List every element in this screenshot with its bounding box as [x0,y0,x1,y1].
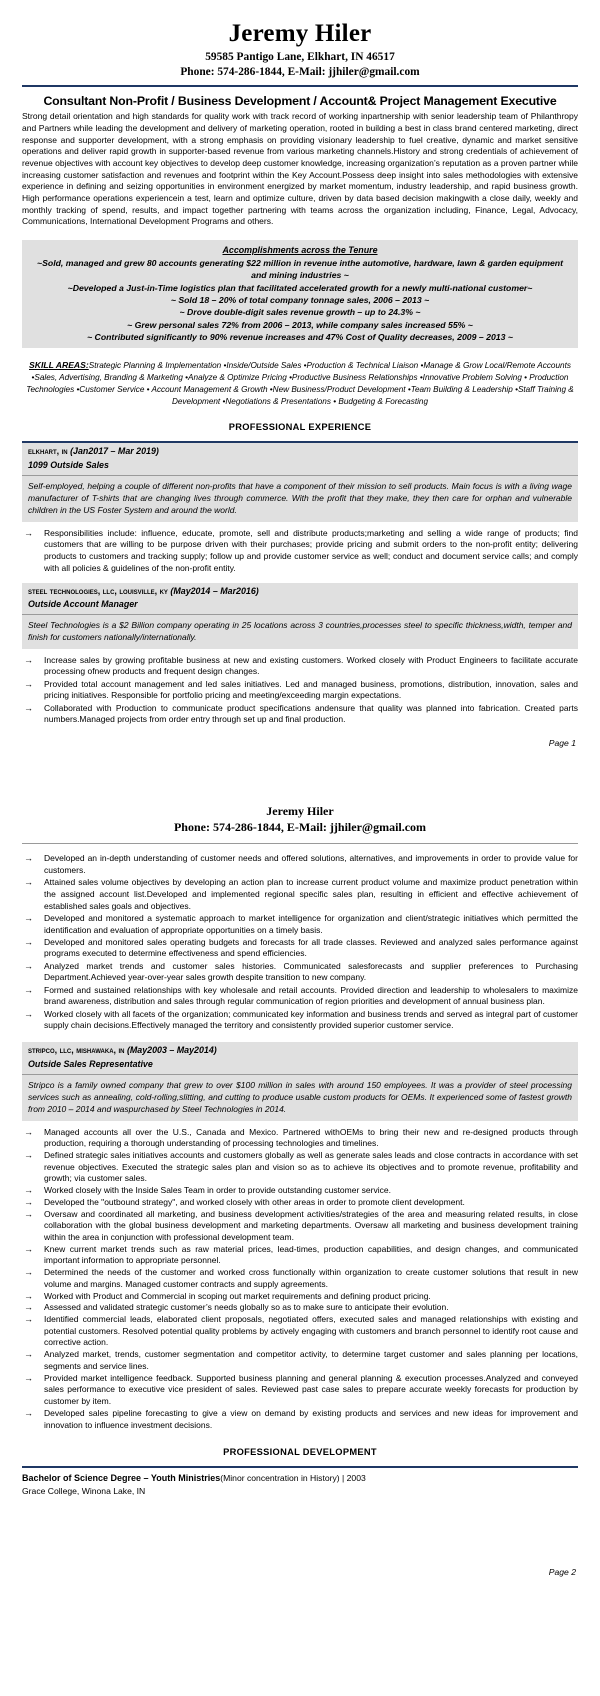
list-item [22,1314,578,1349]
arrow-icon: → [24,1196,33,1207]
accomplishment-line: ~ Drove double-digit sales revenue growth – up to 24.3% ~ [179,307,421,318]
arrow-icon: → [24,702,33,713]
job-dates: (Jan2017 – Mar 2019) [70,446,159,457]
list-item [22,1244,578,1267]
arrow-icon: → [24,1314,33,1325]
accomplishment-line: ~Sold, managed and grew 80 accounts generating $22 million in revenue inthe automotive, hardware, lawn & garden equipment and mining industries ~ [37,257,563,281]
resume-page-2 [0,804,600,1587]
arrow-icon: → [24,1267,33,1278]
arrow-icon: → [24,527,33,538]
bullet-text: Oversaw and coordinated all marketing, and business development activities/strategies of the area and measuring related results, in close collaboration with the global business development and marketing departments. Oversaw all marketing and business development training within the area in conjunction with professional development team. [44,1208,578,1242]
resume-header-page2 [22,804,578,835]
job-entry [22,1042,578,1431]
job-company-line [28,1045,572,1057]
bullet-text: Worked with Product and Commercial in scoping out market requirements and defining product pricing. [44,1290,431,1301]
arrow-icon: → [24,960,33,971]
job-bullet-list-continued [22,853,578,1032]
bullet-text: Analyzed market, trends, customer segmentation and competitor activity, to determine target customer and sales planning per locations, segments and service lines. [44,1349,578,1371]
bullet-text: Worked closely with the Inside Sales Team in order to provide outstanding customer service. [44,1185,391,1196]
job-bullet-list [22,655,578,726]
education-entry [22,1472,578,1497]
bullet-text: Developed an in-depth understanding of customer needs and offered solutions, alternatives, and improvements in order to provide value for customers. [44,853,578,875]
list-item [22,853,578,876]
arrow-icon: → [24,1185,33,1196]
degree-title: Bachelor of Science Degree – Youth Ministries [22,1473,221,1484]
arrow-icon: → [24,1372,33,1383]
list-item [22,913,578,936]
list-item [22,1291,578,1303]
candidate-contact-page2: Phone: 574-286-1844, E-Mail: jjhiler@gmail.com [173,819,427,834]
arrow-icon: → [24,1126,33,1137]
job-dates: (May2014 – Mar2016) [170,585,259,596]
list-item [22,1209,578,1244]
resume-header [22,20,578,79]
arrow-icon: → [24,936,33,947]
bullet-text: Identified commercial leads, elaborated client proposals, negotiated offers, executed sales and managed relationships with existing and potential customers. Resolved potential quality problems by actively engaging with customers and branch personnel to identify root cause and corrective action. [44,1314,578,1348]
accomplishment-line: ~ Sold 18 – 20% of total company tonnage sales, 2006 – 2013 ~ [170,294,430,305]
list-item [22,1185,578,1197]
section-professional-development: PROFESSIONAL DEVELOPMENT [223,1447,377,1458]
arrow-icon: → [24,1302,33,1313]
list-item [22,1373,578,1408]
job-company: steel technologies, llc, louisville, ky [28,585,168,596]
job-dates: (May2003 – May2014) [126,1045,217,1055]
skill-areas-list: Strategic Planning & Implementation •Inside/Outside Sales •Production & Technical Liaison •Manage & Grow Local/Remote Accounts •Sales, Advertising, Branding & Marketing •Analyze & Optimize Pricing •Productive Business Relationships •Innovative Problem Solving • Production Technologies •Customer Service • Account Management & Growth •New Business/Product Development •Team Building & Leadership •Staff Training & Development •Negotiations & Presentations • Budgeting & Forecasting [26,361,574,407]
page-footer-number: Page 1 [548,738,576,749]
arrow-icon: → [24,853,33,864]
degree-minor: (Minor concentration in History) | 2003 [220,1473,366,1484]
page-footer-number: Page 2 [548,1567,576,1578]
job-entry [22,583,578,727]
accomplishment-line: ~Developed a Just-in-Time logistics plan that facilitated accelerated growth for a newly multi-national customer~ [67,282,533,293]
job-company-line [28,586,572,598]
list-item [22,1009,578,1032]
list-item [22,679,578,702]
list-item [22,1408,578,1431]
bullet-text: Increase sales by growing profitable business at new and existing customers. Worked closely with Product Engineers to facilitate accurate processing ofnew products and frequent design changes. [44,654,578,677]
job-title: Outside Sales Representative [28,1058,153,1069]
list-item [22,528,578,575]
list-item [22,985,578,1008]
education-school: Grace College, Winona Lake, IN [22,1485,146,1496]
job-entry [22,441,578,574]
professional-summary: Strong detail orientation and high standards for quality work with track record of working inpartnership with senior leadership team of Philanthropy and Partners while leading the development and delivery of marketing operation, rooted in building a best in class brand centered marketing, direct response and supporter development, with a strong emphasis on providing visionary leadership to fuel creative, dynamic and market sensitive operations and deliver rapid growth in supporter-based revenue from various marketing channels.History and strong credentials of achievement of revenue objectives with account key objectives to develop deep customer knowledge, increasing organization’s reputation as a proven partner while increasing customer satisfaction and revenues and footprint within the Key Account.Possess deep insight into sales methodologies with extensive experience in defining and seizing opportunities in environment energized by market momentum, industry leadership, and rapid business growth. High performance operations experiencein a test, learn and optimize culture, driven by data based decision makingwith a close daily, weekly and monthly tracking of spend, results, and impact together partnering with teams across the organization including, Finance, Legal, Advocacy, Communications, International Development Programs and others. [22,111,578,227]
list-item [22,1150,578,1185]
arrow-icon: → [24,1208,33,1219]
arrow-icon: → [24,1349,33,1360]
accomplishment-line: ~ Grew personal sales 72% from 2006 – 2013, while company sales increased 55% ~ [127,319,473,330]
skill-areas-label: SKILL AREAS: [29,360,89,371]
arrow-icon: → [24,1407,33,1418]
accomplishments-band [22,240,578,348]
bullet-text: Developed sales pipeline forecasting to give a view on demand by existing products and services and new ideas for improvement and innovation to influence investment decisions. [44,1407,578,1430]
list-item [22,1197,578,1209]
header-divider-page2 [22,843,578,844]
bullet-text: Collaborated with Production to communicate product specifications andensure that quality was planned into fabrication. Created parts numbers.Managed projects from order entry through set up and final production. [44,702,578,725]
job-title: Outside Account Manager [28,599,138,610]
list-item [22,1267,578,1290]
job-description: Self-employed, helping a couple of different non-profits that have a component of their mission to sell products. Main focus is with a living wage manufacturer of T-shirts that are changing lives through commerce. With the profit that they make, they then care for orphan and vulnerable children in the US Foster System and around the world. [22,475,578,522]
list-item [22,655,578,678]
job-description: Steel Technologies is a $2 Billion company operating in 25 locations across 3 countries,processes steel to specific thickness,width, temper and finish for customers nationally/internationally. [22,614,578,649]
resume-page-1 [0,0,600,752]
job-bullet-list [22,1127,578,1432]
bullet-text: Provided total account management and led sales initiatives. Led and managed business, promotions, distribution, innovation, sales and pricing initiatives. Responsible for portfolio pricing and meeting/exceeding margin expectations. [44,678,578,701]
bullet-text: Defined strategic sales initiatives accounts and customers globally as well as generate sales leads and close contracts in accordance with set revenue objectives. Executed the strategic sales plan and vision so as to achieve its objectives and to promote revenue, profitability and growth; via customer sales. [44,1149,578,1184]
bullet-text: Managed accounts all over the U.S., Canada and Mexico. Partnered withOEMs to bring their new and re-designed products through production, requiring a thorough understanding of processing technologies and timelines. [44,1126,578,1149]
header-divider [22,85,578,87]
arrow-icon: → [24,1008,33,1019]
job-company: stripco, llc, mishawaka, in [28,1045,125,1055]
job-header-bar [22,441,578,475]
education-degree [22,1472,578,1485]
professional-headline: Consultant Non-Profit / Business Development / Account& Project Management Executive [43,94,557,109]
candidate-contact: Phone: 574-286-1844, E-Mail: jjhiler@gmail.com [180,65,420,78]
skill-areas [22,359,578,408]
bullet-text: Developed and monitored a systematic approach to market intelligence for organization and client/strategic initiatives which permitted the identification and evaluation of appropriate opportunities on a timely basis. [44,912,578,935]
job-company: elkhart, in [28,446,68,457]
arrow-icon: → [24,912,33,923]
education-divider [22,1466,578,1468]
bullet-text: Developed the "outbound strategy", and worked closely with other areas in order to promote client development. [44,1196,465,1207]
job-title: 1099 Outside Sales [28,459,109,470]
arrow-icon: → [24,1290,33,1301]
arrow-icon: → [24,678,33,689]
bullet-text: Assessed and validated strategic customer’s needs globally so as to make sure to anticipate their evolution. [44,1302,449,1313]
candidate-name: Jeremy Hiler [228,20,372,47]
bullet-text: Formed and sustained relationships with key wholesale and retail accounts. Provided direction and leadership to wholesalers to maximize brand awareness, distribution and sales through regular communication of region priorities and development of annual business plan. [44,984,578,1007]
job-header-bar [22,583,578,615]
candidate-name-page2: Jeremy Hiler [266,804,334,819]
accomplishments-title: Accomplishments across the Tenure [222,244,378,255]
arrow-icon: → [24,654,33,665]
bullet-text: Developed and monitored sales operating budgets and forecasts for all trade classes. Reviewed and analyzed sales performance against programs executed to determine effectiveness and spend efficiencies. [44,936,578,959]
list-item [22,1302,578,1314]
list-item [22,1127,578,1150]
bullet-text: Responsibilities include: influence, educate, promote, sell and distribute products;marketing and selling a wide range of products; find customers that are willing to be purpose driven with their purchases; provide pricing and submit orders to the non-profit entity; delivering products to customers and tracking supply; follow up and provide customer service as well; conduct and document service calls; and comply with all policies & guidelines of the non-profit entity. [44,527,578,573]
arrow-icon: → [24,1149,33,1160]
bullet-text: Determined the needs of the customer and worked cross functionally within organization to create customer solutions that result in new volume and margins. Managed customer contracts and supply agreements. [44,1267,578,1289]
arrow-icon: → [24,984,33,995]
page-break-gap [0,752,600,804]
bullet-text: Attained sales volume objectives by developing an action plan to increase current product volume and maximize product penetration within the assigned account list.Developed and implemented regional specific sales plan, resulting in efficient and effective achievement of established sales goals and objectives. [44,877,578,911]
job-company-line [28,446,572,458]
list-item [22,961,578,984]
job-description: Stripco is a family owned company that grew to over $100 million in sales with around 150 employees. It was a provider of steel processing services such as annealing, cold-rolling,slitting, and cutting to produce usable custom products for OEMs. It experienced some of fastest growth from 2010 – 2014 and waspurchased by Steel Technologies in 2014. [22,1074,578,1121]
list-item [22,703,578,726]
section-professional-experience: PROFESSIONAL EXPERIENCE [228,422,372,433]
arrow-icon: → [24,1243,33,1254]
arrow-icon: → [24,877,33,888]
bullet-text: Worked closely with all facets of the organization; communicated key information and business trends and served as integral part of customer supply chain decisions.Effectively managed the territory and consistently provided superior customer service. [44,1008,578,1031]
bullet-text: Knew current market trends such as raw material prices, lead-times, production capabilities, and design changes, and communicated important information to appropriate personnel. [44,1243,578,1266]
list-item [22,937,578,960]
bullet-text: Analyzed market trends and customer sales histories. Communicated salesforecasts and supplier preferences to Purchasing Department.Achieved year-over-year sales growth despite transition to new company. [44,960,578,983]
list-item [22,877,578,912]
bullet-text: Provided market intelligence feedback. Supported business planning and general planning & execution processes.Analyzed and conveyed sales performance to executive vice president of sales. Reviewed past case sales to prepare accurate weekly forecasts for production by customer by item. [44,1372,578,1407]
list-item [22,1349,578,1372]
candidate-address: 59585 Pantigo Lane, Elkhart, IN 46517 [205,50,395,63]
accomplishment-line: ~ Contributed significantly to 90% revenue increases and 47% Cost of Quality decreases, 2009 – 2013 ~ [87,331,513,342]
job-bullet-list [22,528,578,575]
job-header-bar [22,1042,578,1074]
